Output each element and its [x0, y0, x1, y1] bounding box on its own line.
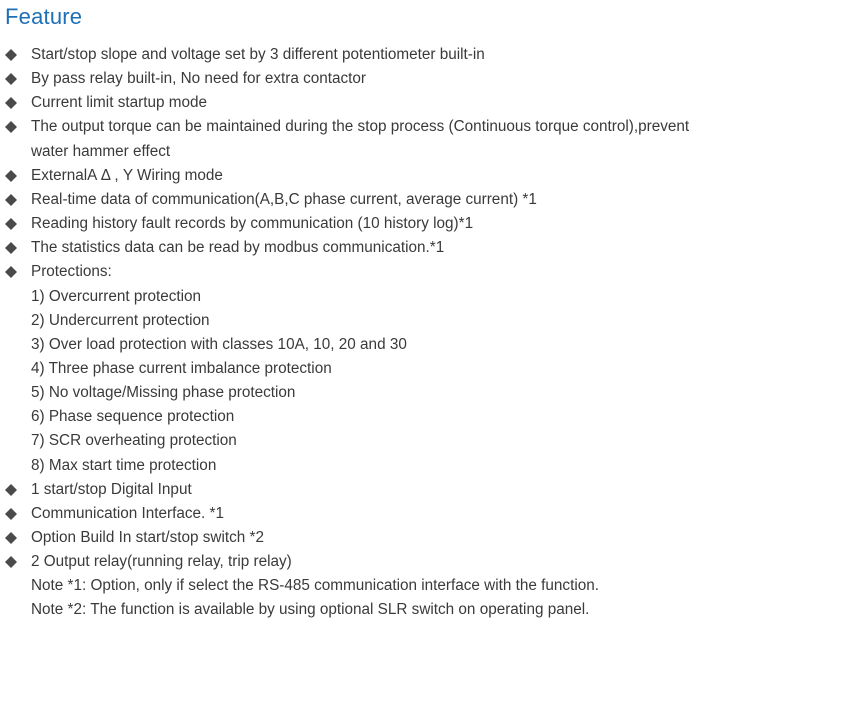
diamond-bullet-icon — [5, 266, 17, 278]
feature-list-item — [0, 188, 846, 212]
feature-list-item — [0, 478, 846, 502]
feature-list-text: By pass relay built-in, No need for extra contactor — [31, 70, 366, 88]
feature-list-continuation — [0, 333, 846, 357]
feature-list-continuation — [0, 454, 846, 478]
feature-list-text: Communication Interface. *1 — [31, 504, 225, 522]
diamond-bullet-icon — [5, 218, 17, 230]
feature-list-text: Note *1: Option, only if select the RS-485 communication interface with the function. — [31, 577, 599, 595]
feature-list-item — [0, 91, 846, 115]
feature-list-text: ExternalA Δ , Y Wiring mode — [31, 166, 223, 184]
feature-list-text: Protections: — [31, 263, 112, 281]
feature-list-text: 8) Max start time protection — [31, 456, 217, 474]
diamond-bullet-icon — [5, 508, 17, 520]
diamond-bullet-icon — [5, 532, 17, 544]
feature-list-text: 3) Over load protection with classes 10A, 10, 20 and 30 — [31, 335, 407, 353]
diamond-bullet-icon — [5, 170, 17, 182]
feature-list-item — [0, 236, 846, 260]
feature-list-continuation — [0, 309, 846, 333]
feature-list-continuation — [0, 405, 846, 429]
feature-list-text: 7) SCR overheating protection — [31, 432, 237, 450]
feature-list-text: 1) Overcurrent protection — [31, 287, 202, 305]
feature-list-text: Current limit startup mode — [31, 94, 207, 112]
diamond-bullet-icon — [5, 97, 17, 109]
feature-list-text: 5) No voltage/Missing phase protection — [31, 384, 296, 402]
feature-list-item — [0, 526, 846, 550]
feature-list-text: The statistics data can be read by modbus communication.*1 — [31, 239, 445, 257]
feature-list-item — [0, 502, 846, 526]
diamond-bullet-icon — [5, 556, 17, 568]
diamond-bullet-icon — [5, 242, 17, 254]
diamond-bullet-icon — [5, 49, 17, 61]
feature-list-item — [0, 115, 846, 139]
feature-list-continuation — [0, 357, 846, 381]
feature-list-continuation — [0, 598, 846, 622]
diamond-bullet-icon — [5, 484, 17, 496]
feature-list-text: Real-time data of communication(A,B,C phase current, average current) *1 — [31, 190, 537, 208]
page-title: Feature — [5, 4, 83, 29]
diamond-bullet-icon — [5, 121, 17, 133]
feature-list-item — [0, 212, 846, 236]
feature-list-continuation — [0, 574, 846, 598]
feature-list-text: Option Build In start/stop switch *2 — [31, 529, 264, 546]
feature-list-text: Reading history fault records by communication (10 history log)*1 — [31, 215, 474, 233]
feature-list-text: 2) Undercurrent protection — [31, 311, 210, 329]
feature-list-item — [0, 260, 846, 284]
feature-list-continuation — [0, 429, 846, 453]
feature-list-text: Note *2: The function is available by using optional SLR switch on operating panel. — [31, 601, 590, 619]
feature-list-text: 1 start/stop Digital Input — [31, 480, 192, 498]
diamond-bullet-icon — [5, 73, 17, 85]
feature-list-text: water hammer effect — [31, 142, 171, 160]
feature-list-continuation — [0, 381, 846, 405]
feature-list-text: 4) Three phase current imbalance protection — [31, 359, 332, 377]
feature-list-item — [0, 550, 846, 574]
feature-list-item — [0, 43, 846, 67]
feature-list-text: Start/stop slope and voltage set by 3 different potentiometer built-in — [31, 46, 485, 63]
feature-list-text: The output torque can be maintained during the stop process (Continuous torque control),prevent — [31, 118, 690, 136]
feature-list-text: 2 Output relay(running relay, trip relay) — [31, 553, 292, 571]
feature-list-text: 6) Phase sequence protection — [31, 408, 235, 426]
feature-list-continuation — [0, 285, 846, 309]
diamond-bullet-icon — [5, 194, 17, 206]
feature-list-item — [0, 67, 846, 91]
feature-list-item — [0, 164, 846, 188]
feature-list-continuation — [0, 140, 846, 164]
